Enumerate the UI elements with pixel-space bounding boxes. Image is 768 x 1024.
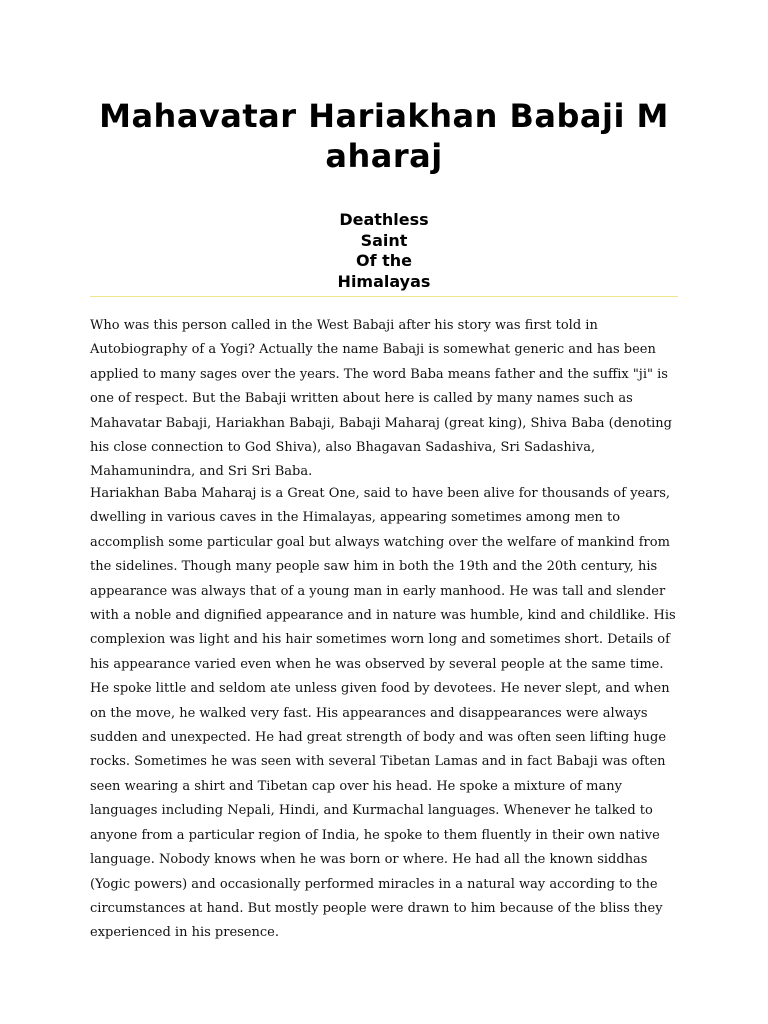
document-subtitle xyxy=(284,210,484,292)
subtitle-line: Deathless xyxy=(339,210,429,229)
subtitle-line: Of the xyxy=(355,251,413,270)
document-title: Mahavatar Hariakhan Babaji Maharaj xyxy=(99,97,669,175)
body-paragraph: Who was this person called in the West Babaji after his story was first told in Autobiography of a Yogi? Actually the name Babaji is somewhat generic and has been applied to many sages over the years. The word Baba means father and the suffix "ji" is one of respect. But the Babaji written about here is called by many names such as Mahavatar Babaji, Hariakhan Babaji, Babaji Maharaj (great king), Shiva Baba (denoting his close connection to God Shiva), also Bhagavan Sadashiva, Sri Sadashiva, Mahamunindra, and Sri Sri Baba. xyxy=(90,318,672,480)
subtitle-line: Himalayas xyxy=(337,271,431,291)
body-paragraph: Hariakhan Baba Maharaj is a Great One, said to have been alive for thousands of years, dwelling in various caves in the Himalayas, appearing sometimes among men to accomplish some particular goal but always watching over the welfare of mankind from the sidelines. Though many people saw him in both the 19th and the 20th century, his appearance was always that of a young man in early manhood. He was tall and slender with a noble and dignified appearance and in nature was humble, kind and childlike. His complexion was light and his hair sometimes worn long and sometimes short. Details of his appearance varied even when he was observed by several people at the same time. He spoke little and seldom ate unless given food by devotees. He never slept, and when on the move, he walked very fast. His appearances and disappearances were always sudden and unexpected. He had great strength of body and was often seen lifting huge rocks. Sometimes he was seen with several Tibetan Lamas and in fact Babaji was often seen wearing a shirt and Tibetan cap over his head. He spoke a mixture of many languages including Nepali, Hindi, and Kurmachal languages. Whenever he talked to anyone from a particular region of India, he spoke to them fluently in their own native language. Nobody knows when he was born or where. He had all the known siddhas (Yogic powers) and occasionally performed miracles in a natural way according to the circumstances at hand. But mostly people were drawn to him because of the bliss they experienced in his presence. xyxy=(90,486,676,941)
subtitle-line: Saint xyxy=(360,230,408,250)
divider-rule xyxy=(90,296,678,297)
